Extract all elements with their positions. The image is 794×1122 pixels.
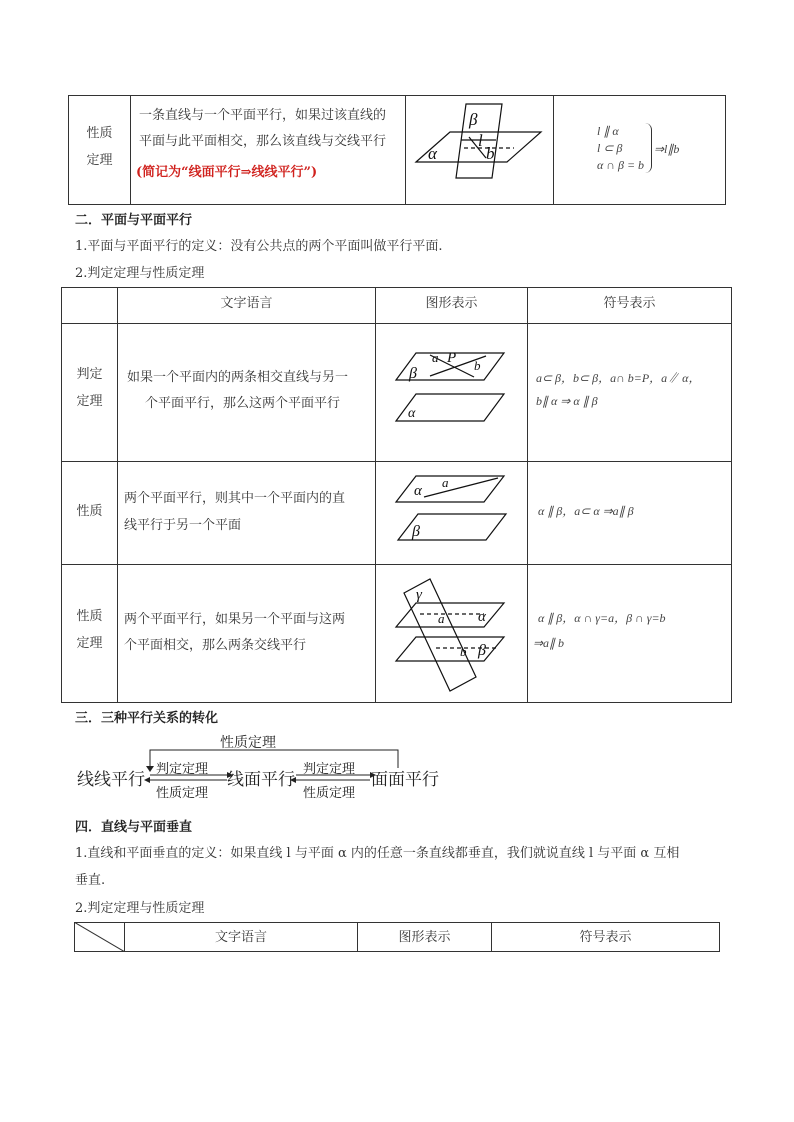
node-line-line-parallel: 线线平行 — [77, 770, 145, 790]
t2-r3-label: 性质 定理 — [76, 609, 103, 651]
t1-fig-alpha: α — [428, 144, 437, 163]
arrow-label-prop-2: 性质定理 — [303, 786, 356, 801]
t1-sym-1: l ∥ α — [597, 124, 619, 138]
t2-r2-fig-alpha: α — [414, 483, 422, 499]
t2-r3-text-2: 个平面相交，那么两条交线平行 — [124, 638, 307, 653]
arrow-label-prop-1: 性质定理 — [156, 786, 209, 801]
t2-header-label-symbol: 符号表示 — [603, 296, 656, 311]
section4-definition-line2: 垂直. — [75, 873, 106, 888]
t2-header-label-text: 文字语言 — [220, 296, 273, 311]
t3-header-label-text: 文字语言 — [214, 930, 267, 945]
t1-note: (简记为“线面平行⇒线线平行”) — [136, 165, 318, 180]
t2-r3-fig-b: b — [460, 644, 467, 659]
t2-r2-label: 性质 — [76, 504, 103, 519]
t2-r3-symbol-2: ⇒a∥ b — [533, 636, 565, 650]
section4-definition-line1: 1.直线和平面垂直的定义：如果直线 l 与平面 α 内的任意一条直线都垂直，我们就说直线 l 与平面 α 互相 — [75, 846, 680, 861]
node-plane-plane-parallel: 面面平行 — [371, 770, 439, 790]
t2-r1-symbol-cell — [527, 323, 732, 462]
t1-fig-b: b — [486, 144, 495, 163]
t2-r3-fig-beta: β — [478, 642, 486, 659]
t2-r1-fig-alpha: α — [408, 406, 416, 421]
t2-r1-symbol-2: b∥ α ⇒ α ∥ β — [536, 394, 598, 408]
t1-sym-3: α ∩ β = b — [597, 158, 645, 172]
t2-r3-symbol-1: α ∥ β，α ∩ γ=a，β ∩ γ=b — [538, 611, 666, 625]
t2-r1-text-1: 如果一个平面内的两条相交直线与另一 — [127, 370, 349, 385]
t2-r3-text-1: 两个平面平行，如果另一个平面与这两 — [124, 612, 346, 627]
node-line-plane-parallel: 线面平行 — [227, 770, 295, 790]
t2-r3-fig-alpha: α — [478, 609, 486, 625]
t2-r2-text-cell — [117, 461, 376, 565]
arrow-label-judge-2: 判定定理 — [303, 762, 356, 777]
t2-header-label-figure: 图形表示 — [425, 296, 478, 311]
t2-r3-symbol-cell — [527, 564, 732, 703]
t1-sym-result: ⇒l∥b — [654, 142, 680, 156]
t3-header-label-figure: 图形表示 — [398, 930, 451, 945]
t1-text-line-2: 平面与此平面相交，那么该直线与交线平行 — [139, 134, 387, 149]
t2-r2-figure — [376, 462, 527, 564]
section3-title: 三．三种平行关系的转化 — [75, 711, 219, 726]
t2-r1-fig-a: a — [432, 350, 439, 365]
t1-brace — [645, 123, 652, 173]
t2-r1-fig-P: P — [447, 350, 457, 366]
t2-r3-fig-a: a — [438, 611, 445, 626]
t1-fig-beta: β — [469, 110, 478, 129]
t2-r2-text-2: 线平行于另一个平面 — [124, 518, 242, 533]
t2-r2-fig-beta: β — [412, 523, 420, 540]
section2-title: 二．平面与平面平行 — [75, 213, 193, 228]
t2-r1-symbol-1: a⊂ β，b⊂ β，a∩ b=P，a∥ α， — [536, 371, 701, 385]
section2-subtitle: 2.判定定理与性质定理 — [75, 266, 205, 281]
t2-r1-figure — [376, 324, 527, 461]
t1-text-line-1: 一条直线与一个平面平行，如果过该直线的 — [139, 108, 387, 123]
t2-r3-fig-gamma: γ — [416, 587, 422, 603]
t3-header-label-symbol: 符号表示 — [579, 930, 632, 945]
t1-fig-l: l — [478, 131, 483, 150]
t2-r2-symbol-1: α ∥ β，a⊂ α ⇒a∥ β — [538, 504, 634, 518]
t2-header-blank — [61, 287, 118, 324]
t1-figure — [406, 96, 553, 204]
t1-sym-2: l ⊂ β — [597, 141, 623, 155]
t2-r2-text-1: 两个平面平行，则其中一个平面内的直 — [124, 491, 346, 506]
section4-title: 四．直线与平面垂直 — [75, 820, 193, 835]
t1-cell-symbols — [553, 95, 726, 205]
t2-r3-figure — [376, 565, 527, 702]
section4-subtitle: 2.判定定理与性质定理 — [75, 901, 205, 916]
section3-top-label: 性质定理 — [220, 735, 276, 751]
section2-definition: 1.平面与平面平行的定义：没有公共点的两个平面叫做平行平面. — [75, 239, 443, 254]
t2-r1-fig-b: b — [474, 358, 481, 373]
t1-row-header: 性质 定理 — [86, 126, 113, 168]
t2-r2-fig-a: a — [442, 475, 449, 490]
t2-r1-fig-beta: β — [409, 365, 417, 382]
arrow-label-judge-1: 判定定理 — [156, 762, 209, 777]
t2-r1-text-2: 个平面平行，那么这两个平面平行 — [145, 396, 341, 411]
t3-diagonal — [74, 922, 125, 952]
t2-r1-label: 判定 定理 — [76, 367, 103, 409]
